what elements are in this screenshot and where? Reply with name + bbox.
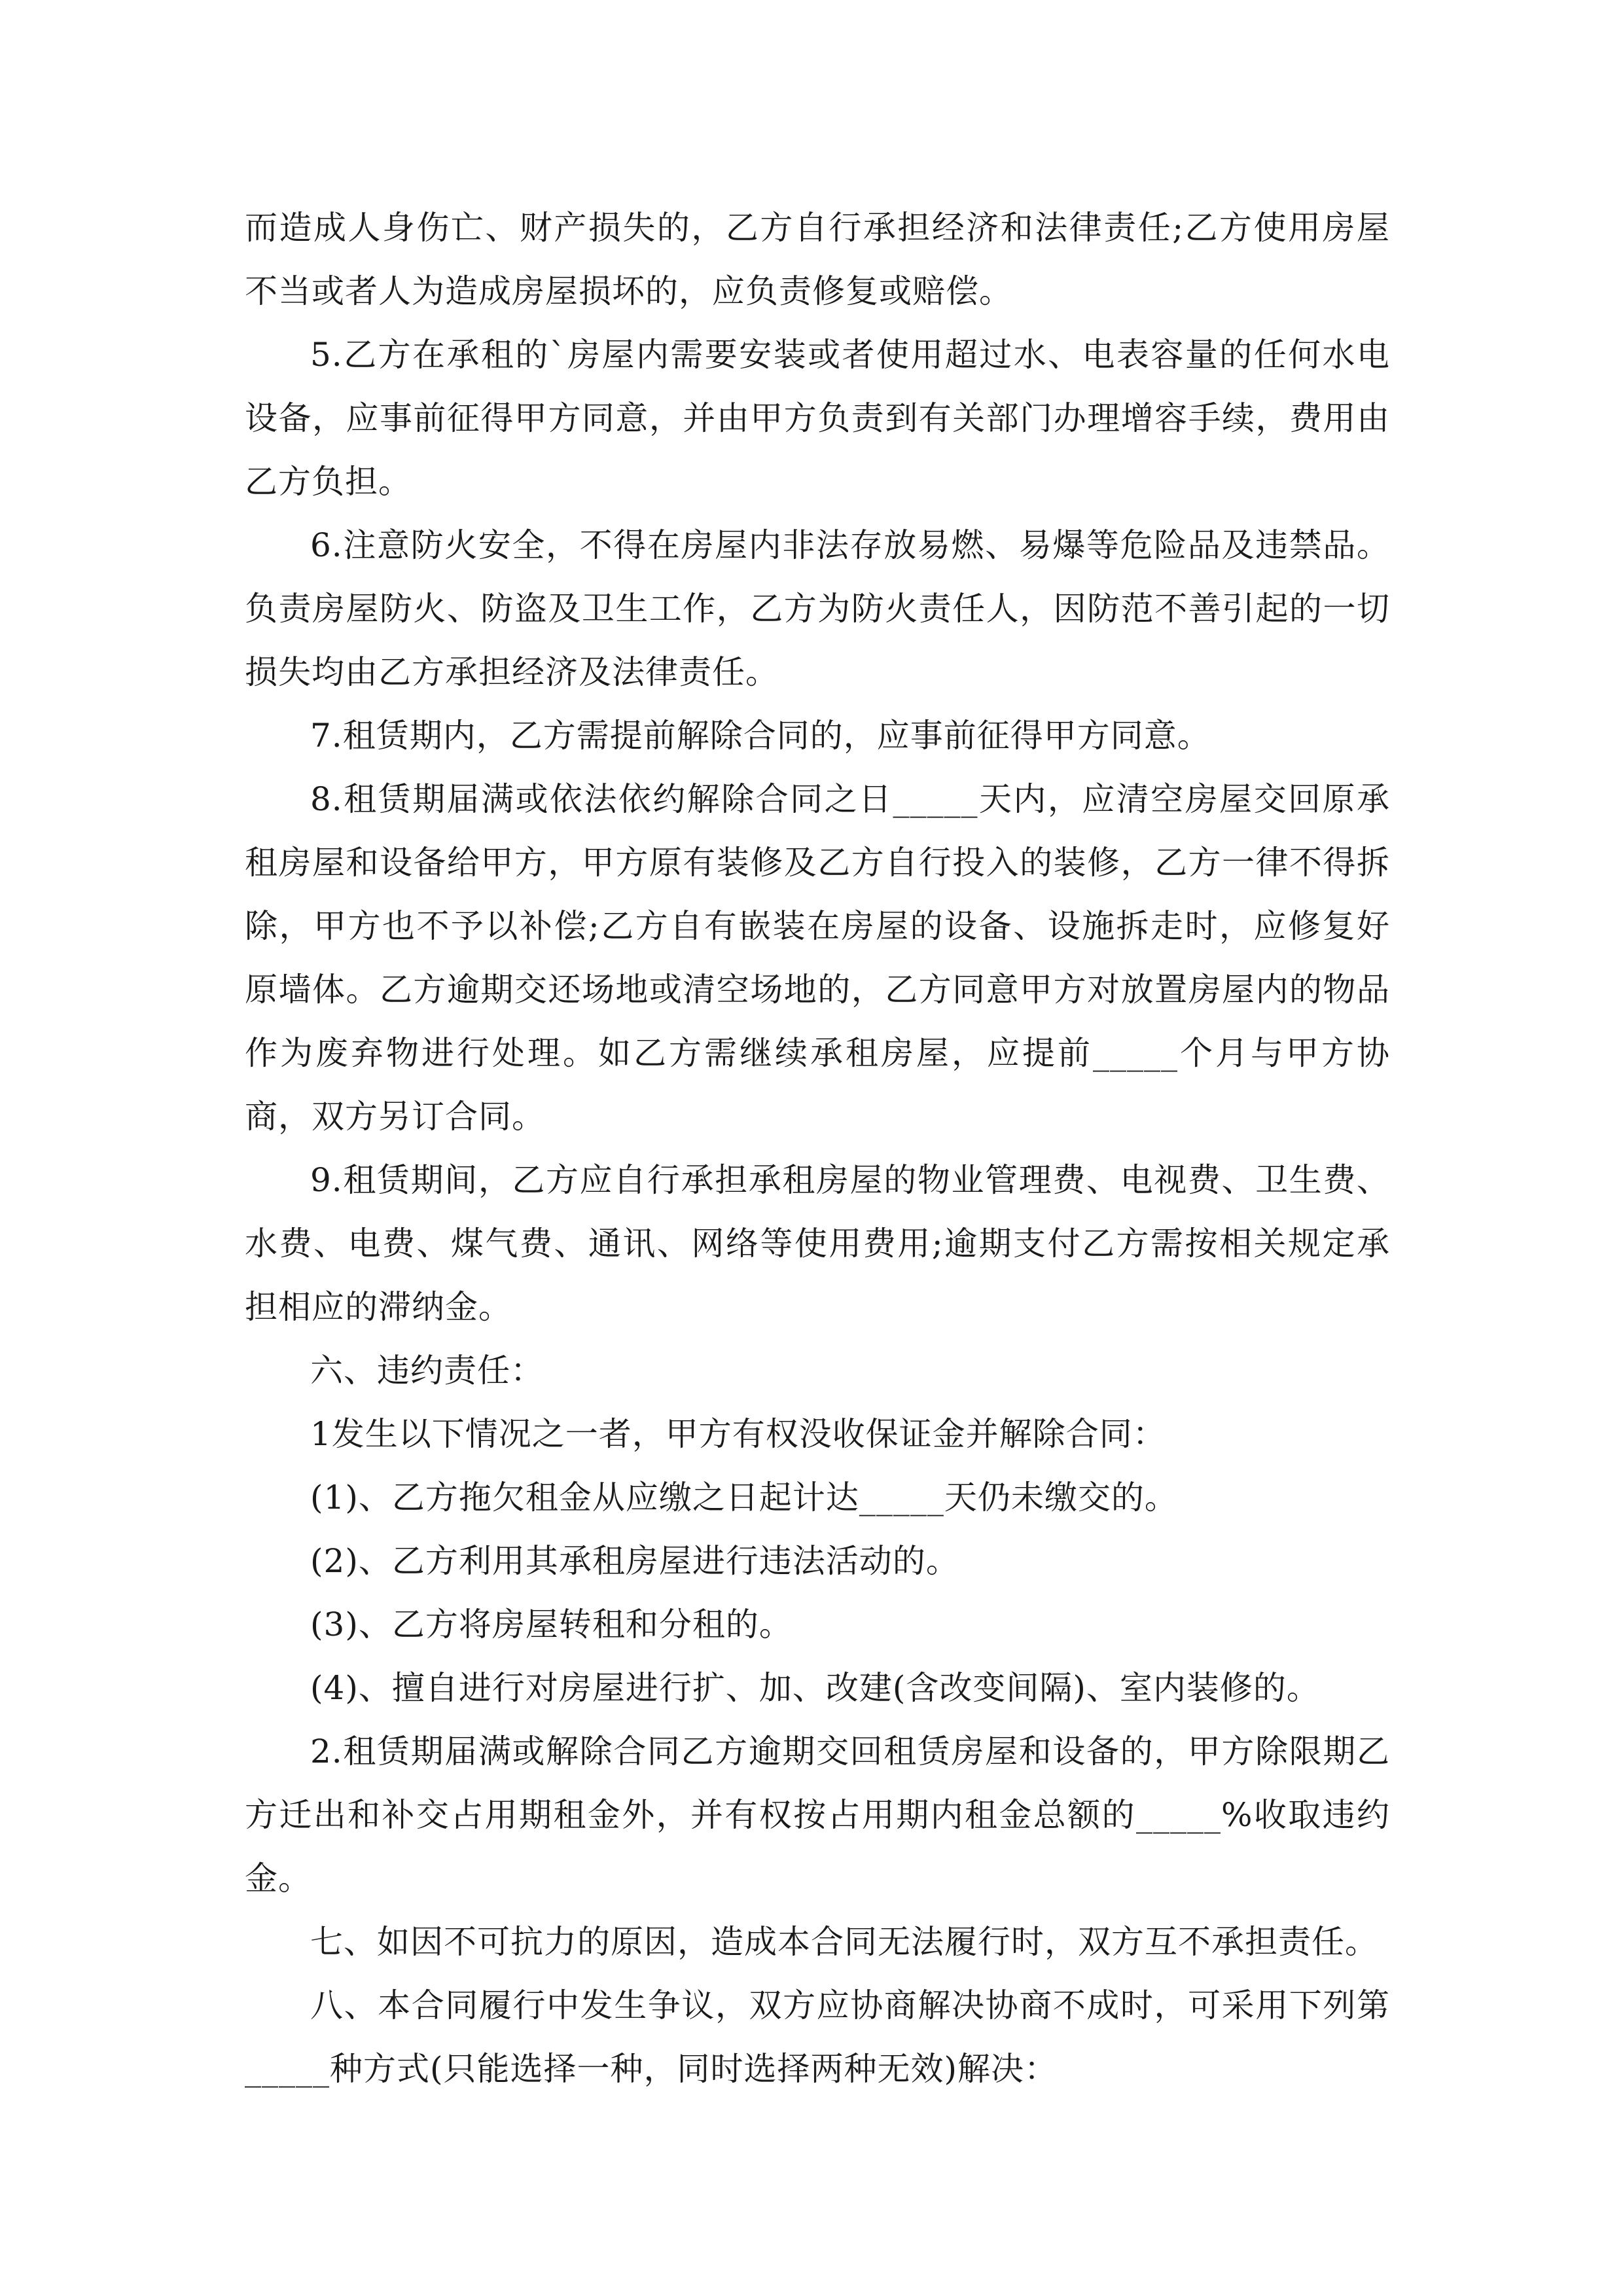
paragraph-breach-item-3: (3)、乙方将房屋转租和分租的。 (310, 1605, 793, 1643)
paragraph-breach-2: 2.租赁期届满或解除合同乙方逾期交回租赁房屋和设备的，甲方除限期乙方迁出和补交占用期租金外，并有权按占用期内租金总额的_____%收取违约金。 (245, 1732, 1390, 1897)
paragraph-clause-9: 9.租赁期间，乙方应自行承担承租房屋的物业管理费、电视费、卫生费、水费、电费、煤气费、通讯、网络等使用费用;逾期支付乙方需按相关规定承担相应的滞纳金。 (245, 1161, 1390, 1326)
paragraph-clause-6: 6.注意防火安全，不得在房屋内非法存放易燃、易爆等危险品及违禁品。负责房屋防火、防盗及卫生工作，乙方为防火责任人，因防范不善引起的一切损失均由乙方承担经济及法律责任。 (245, 526, 1390, 691)
section-heading-breach: 六、违约责任： (310, 1352, 544, 1390)
paragraph-clause-7: 7.租赁期内，乙方需提前解除合同的，应事前征得甲方同意。 (310, 717, 1211, 755)
paragraph-breach-item-4: (4)、擅自进行对房屋进行扩、加、改建(含改变间隔)、室内装修的。 (310, 1669, 1320, 1707)
section-dispute-resolution: 八、本合同履行中发生争议，双方应协商解决协商不成时，可采用下列第_____种方式(只能选择一种，同时选择两种无效)解决： (245, 1986, 1390, 2088)
paragraph-liability-continued: 而造成人身伤亡、财产损失的，乙方自行承担经济和法律责任;乙方使用房屋不当或者人为造成房屋损坏的，应负责修复或赔偿。 (245, 209, 1390, 310)
paragraph-clause-8: 8.租赁期届满或依法依约解除合同之日_____天内，应清空房屋交回原承租房屋和设备给甲方，甲方原有装修及乙方自行投入的装修，乙方一律不得拆除，甲方也不予以补偿;乙方自有嵌装在房屋的设备、设施拆走时，应修复好原墙体。乙方逾期交还场地或清空场地的，乙方同意甲方对放置房屋内的物品作为废弃物进行处理。如乙方需继续承租房屋，应提前_____个月与甲方协商，双方另订合同。 (245, 780, 1390, 1136)
paragraph-breach-item-1: (1)、乙方拖欠租金从应缴之日起计达_____天仍未缴交的。 (310, 1479, 1178, 1516)
paragraph-clause-5: 5.乙方在承租的`房屋内需要安装或者使用超过水、电表容量的任何水电设备，应事前征得甲方同意，并由甲方负责到有关部门办理增容手续，费用由乙方负担。 (245, 336, 1390, 501)
document-body (245, 196, 1390, 2101)
paragraph-breach-1: 1发生以下情况之一者，甲方有权没收保证金并解除合同： (310, 1415, 1166, 1453)
paragraph-breach-item-2: (2)、乙方利用其承租房屋进行违法活动的。 (310, 1542, 959, 1580)
section-force-majeure: 七、如因不可抗力的原因，造成本合同无法履行时，双方互不承担责任。 (310, 1923, 1378, 1961)
